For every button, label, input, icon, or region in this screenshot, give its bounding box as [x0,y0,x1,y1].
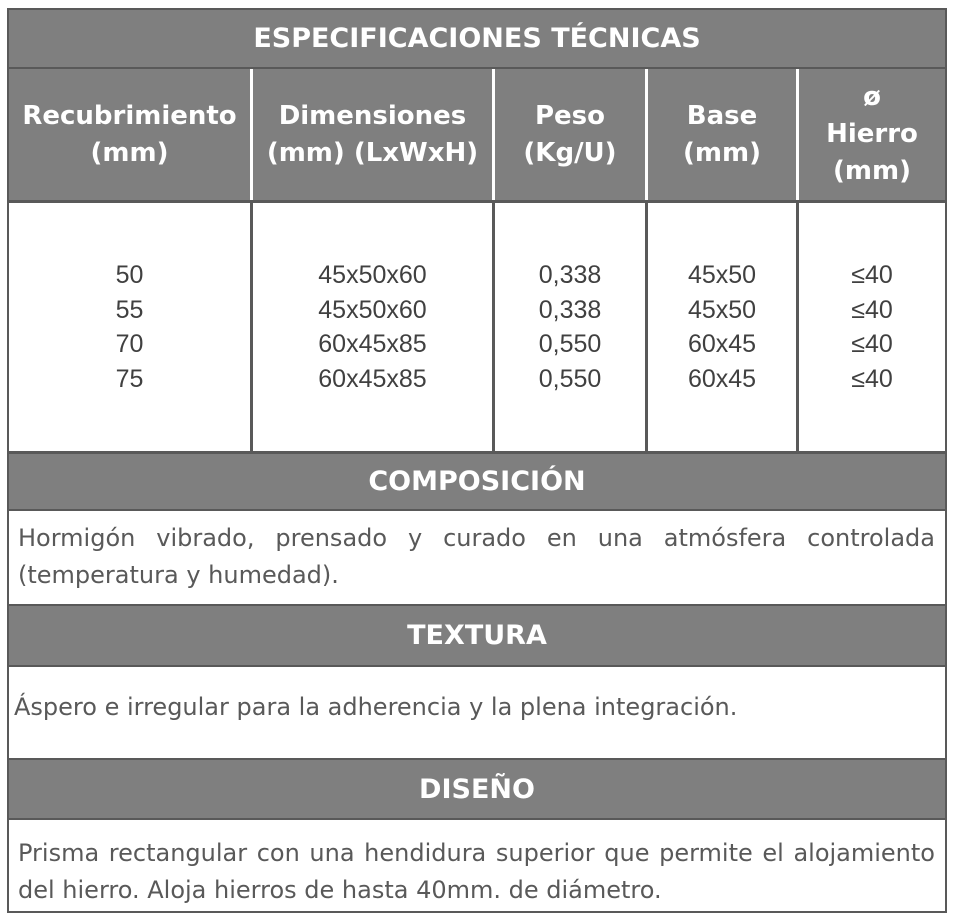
table-cell: 0,338 [538,261,602,289]
diameter-symbol: ø [863,82,881,112]
table-cell: ≤40 [851,330,893,358]
table-cell: 55 [115,295,144,324]
col-header-peso [495,69,648,200]
col-header-hierro [799,69,945,200]
data-col-base [648,203,799,451]
table-cell: ≤40 [851,364,893,393]
data-col-dimensiones [253,203,495,451]
data-col-peso [495,203,648,451]
data-col-recubrimiento [9,203,253,451]
col-header-base [648,69,799,200]
table-cell: 45x50x60 [318,261,427,289]
table-cell: 60x45x85 [318,330,427,358]
col-header-unit: (mm) [90,137,169,168]
composicion-text: Hormigón vibrado, prensado y curado en una atmósfera controlada (temperatura y humedad). [9,511,945,606]
diseno-title: DISEÑO [419,773,535,805]
col-header-label: Recubrimiento [22,100,237,131]
table-cell: 60x45 [687,364,757,393]
col-header-label: Hierro [826,119,918,149]
col-header-unit: (mm) (LxWxH) [266,137,479,168]
col-header-label: Base [686,100,758,131]
textura-text: Áspero e irregular para la adherencia y la plena integración. [9,667,945,760]
table-cell: 0,550 [538,330,602,358]
table-cell: 60x45x85 [318,364,427,393]
col-header-unit: (Kg/U) [523,137,617,168]
table-cell: ≤40 [851,295,893,324]
col-header-recubrimiento [9,69,253,200]
table-cell: 50 [115,261,144,289]
col-header-label: Dimensiones [278,100,467,131]
data-col-hierro [799,203,945,451]
section-title-diseno [9,760,945,820]
table-cell: 60x45 [687,330,757,358]
col-header-unit: (mm) [833,156,911,186]
table-cell: 45x50 [687,295,757,324]
table-cell: 70 [115,330,144,358]
section-title-composicion [9,454,945,511]
section-title-especificaciones [9,10,945,69]
textura-title: TEXTURA [407,620,547,651]
col-header-dimensiones [253,69,495,200]
diseno-text: Prisma rectangular con una hendidura superior que permite el alojamiento del hierro. Aloja hierros de hasta 40mm. de diámetro. [9,820,945,911]
table-cell: 0,338 [538,295,602,324]
table-cell: ≤40 [851,261,893,289]
especificaciones-title: ESPECIFICACIONES TÉCNICAS [253,23,701,54]
table-cell: 45x50x60 [318,295,427,324]
composicion-title: COMPOSICIÓN [368,466,586,497]
table-cell: 75 [115,364,144,393]
col-header-label: Peso [534,100,606,131]
specs-sheet [7,8,947,913]
col-header-unit: (mm) [683,137,761,168]
section-title-textura [9,606,945,667]
table-cell: 0,550 [538,364,602,393]
table-cell: 45x50 [687,261,757,289]
